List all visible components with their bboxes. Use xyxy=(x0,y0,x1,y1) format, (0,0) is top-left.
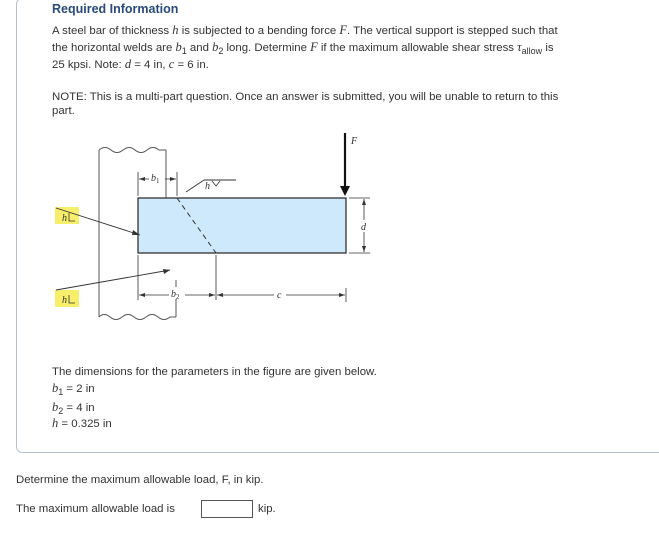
weld-symbol-highlight-1 xyxy=(55,207,79,224)
force-label: F xyxy=(351,136,358,147)
problem-text: if the maximum allowable shear stress xyxy=(317,42,518,54)
problem-text: the horizontal welds are xyxy=(52,42,176,54)
problem-symbol-c: c xyxy=(168,57,175,71)
weld-symbol-highlight-2 xyxy=(55,290,79,307)
problem-symbol-F: F xyxy=(310,40,318,54)
c-label: c xyxy=(277,290,282,301)
problem-symbol-F: F xyxy=(339,23,348,37)
d-arrow-top xyxy=(362,199,366,205)
b1-arrow-left xyxy=(139,177,145,181)
dimension-b1 xyxy=(52,380,95,401)
problem-subscript: 2 xyxy=(218,46,224,56)
question-text: Determine the maximum allowable load, F, in kip. xyxy=(16,474,264,486)
answer-prefix: The maximum allowable load is xyxy=(16,503,175,515)
force-arrow-head xyxy=(340,186,350,196)
problem-subscript: 1 xyxy=(181,46,187,56)
weld-leader-top-line xyxy=(186,180,204,192)
weld-leader-2-h: h xyxy=(62,295,67,306)
dimension-symbol: b xyxy=(52,381,59,395)
problem-symbol-d: d xyxy=(124,57,132,71)
dimensions-intro: The dimensions for the parameters in the figure are given below. xyxy=(52,366,377,378)
problem-symbol-tau: τ xyxy=(517,40,522,54)
dimension-value: = 2 in xyxy=(63,383,95,395)
b2-arrow-right xyxy=(209,293,215,297)
b1-label: $b_1$ xyxy=(151,173,160,185)
dimension-subscript: 2 xyxy=(58,406,64,416)
weld-top-h: h xyxy=(205,181,210,192)
problem-text: is subjected to a bending force xyxy=(178,25,340,37)
c-arrow-left xyxy=(217,293,223,297)
b1-arrow-right xyxy=(170,177,176,181)
dimension-subscript: 1 xyxy=(58,387,64,397)
answer-input[interactable] xyxy=(201,500,253,518)
dimension-symbol: h xyxy=(52,416,59,430)
dimension-value: = 0.325 in xyxy=(58,418,112,430)
problem-text: and xyxy=(186,42,213,54)
note-line-2: part. xyxy=(52,105,75,117)
dimension-value: = 4 in xyxy=(63,402,95,414)
problem-symbol-b2: b xyxy=(212,40,219,54)
problem-statement-line-3 xyxy=(52,56,209,74)
weld-leader-2-line xyxy=(56,270,170,290)
dimension-h xyxy=(52,415,112,433)
steel-bar xyxy=(138,198,346,253)
problem-text: = 4 in, xyxy=(131,59,169,71)
problem-subscript: allow xyxy=(521,46,543,56)
d-label: d xyxy=(361,222,366,233)
problem-text: . The vertical support is stepped such that xyxy=(347,25,558,37)
weld-leader-1-h: h xyxy=(62,213,67,224)
weld-top-triangle xyxy=(212,181,220,186)
b2-label: $b_2$ xyxy=(171,289,180,301)
problem-text: = 6 in. xyxy=(174,59,209,71)
note-line-1: NOTE: This is a multi-part question. Once an answer is submitted, you will be unable to return to this xyxy=(52,91,559,103)
problem-text: A steel bar of thickness xyxy=(52,25,173,37)
problem-text: 25 kpsi. Note: xyxy=(52,59,125,71)
problem-text: is xyxy=(542,42,554,54)
b2-arrow-left xyxy=(139,293,145,297)
c-arrow-right xyxy=(339,293,345,297)
problem-text: long. Determine xyxy=(223,42,311,54)
weld-figure xyxy=(52,130,382,325)
dimension-symbol: b xyxy=(52,400,59,414)
problem-symbol-h: h xyxy=(172,23,179,37)
answer-unit: kip. xyxy=(258,503,276,515)
d-arrow-bottom xyxy=(362,246,366,252)
problem-symbol-b1: b xyxy=(175,40,182,54)
problem-statement-line-1 xyxy=(52,22,558,40)
section-heading: Required Information xyxy=(52,2,179,16)
wall-top-break xyxy=(99,148,166,153)
